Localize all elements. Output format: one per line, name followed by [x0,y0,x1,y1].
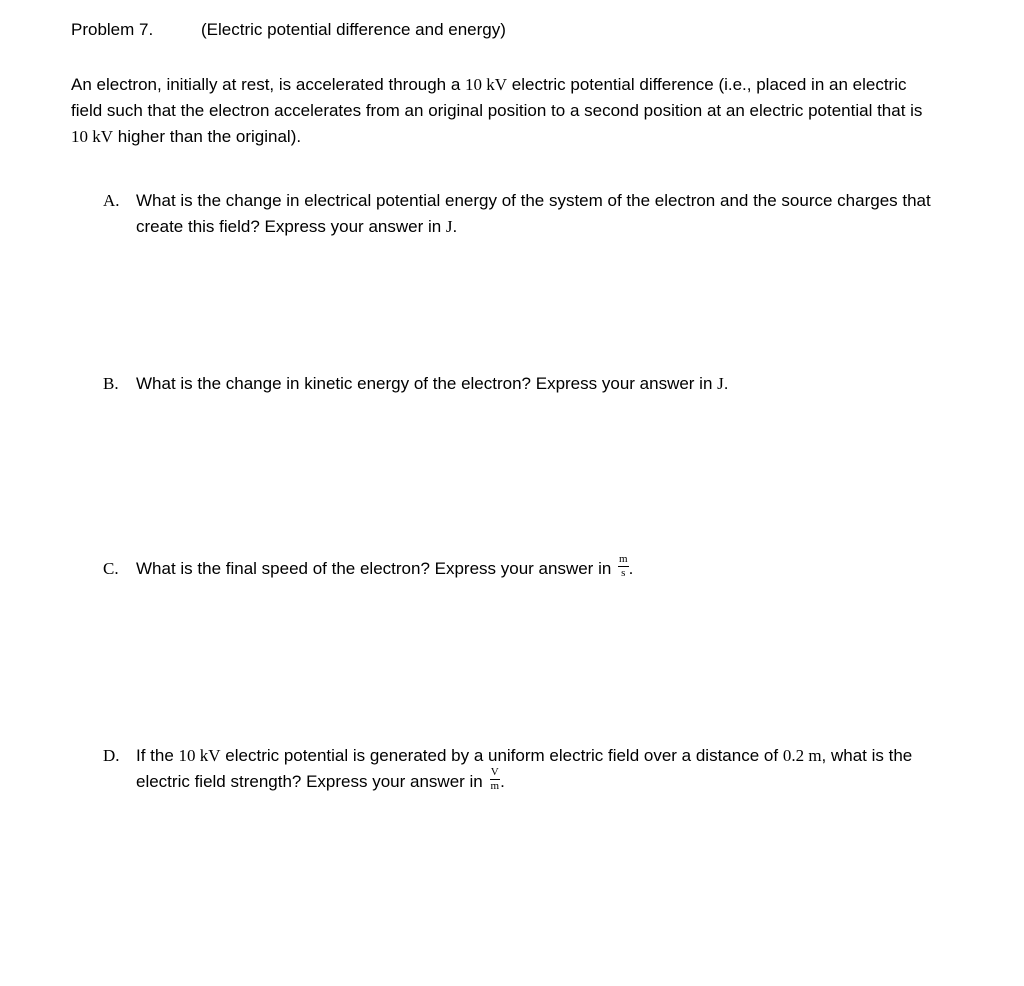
unit-numerator: m [619,553,628,566]
question-letter: D. [103,746,120,765]
question-d-voltage: 10 kV [178,746,221,765]
question-a-end: . [452,217,458,236]
unit-joule: J [717,374,724,393]
question-d [103,743,933,795]
intro-text-2: electric potential difference (i.e., placed in an electric field such that the electron accelerates from an original position to a second position at an electric potential that is [71,75,923,120]
question-letter: C. [103,559,119,578]
problem-header [71,20,506,40]
unit-fraction-m-per-s [618,554,629,579]
question-letter: B. [103,374,119,393]
question-text [136,188,933,240]
unit-joule: J [445,217,453,236]
question-c-text: What is the final speed of the electron? Express your answer in [136,559,617,578]
unit-denominator: s [621,567,626,580]
question-d-text-2: electric potential is generated by a uniform electric field over a distance of [220,746,783,765]
intro-voltage-2: 10 kV [71,127,114,146]
question-text [136,553,933,582]
intro-voltage: 10 kV [465,75,508,94]
question-d-distance: 0.2 m [782,746,822,765]
unit-fraction-v-per-m [490,767,501,792]
question-d-text-3: , what is the electric field strength? Express your answer in [136,746,913,791]
question-text [136,371,933,397]
question-a [103,188,933,240]
problem-title: (Electric potential difference and energy) [201,20,506,39]
question-letter: A. [103,191,120,210]
question-text [136,743,933,795]
question-a-text: What is the change in electrical potential energy of the system of the electron and the source charges that create this field? Express your answer in [136,191,931,236]
question-d-text-1: If the [136,746,179,765]
question-d-end: . [500,772,505,791]
problem-statement [71,72,941,150]
question-b [103,371,933,397]
unit-denominator: m [490,780,500,793]
intro-text-3: higher than the original). [113,127,302,146]
problem-label: Problem 7. [71,20,154,39]
unit-numerator: V [490,766,499,779]
question-b-text: What is the change in kinetic energy of the electron? Express your answer in [136,374,718,393]
question-b-end: . [723,374,729,393]
question-c [103,553,933,582]
intro-text-1: An electron, initially at rest, is accelerated through a [71,75,466,94]
question-c-end: . [628,559,634,578]
